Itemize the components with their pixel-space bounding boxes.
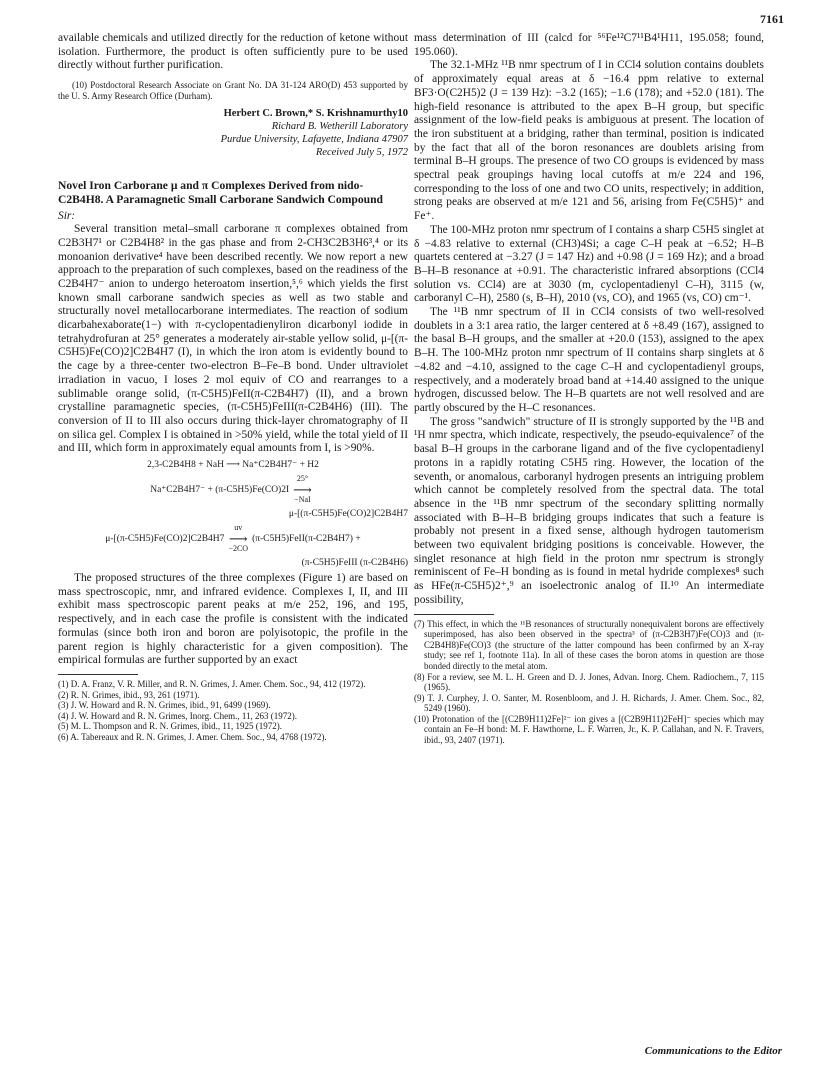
page-footer: Communications to the Editor [644,1045,782,1057]
body-paragraph-r4: The ¹¹B nmr spectrum of II in CCl4 consists of two well-resolved doublets in a 3:1 area ratio, the larger centered at δ +8.49 (167), assigned to the basal B–H groups, and the smaller at +20.0 (153), assigned to the apex B–H. The 100-MHz proton nmr spectrum of II contains sharp singlets at δ −4.82 and −4.10, assigned to the cage C–H and cyclopentadienyl groups, respectively, and a moderately broad band at +14.40 assigned to the unique hydrogen, discussed below. The H–B quartets are not well resolved and are partly obscured by the H–C resonances. [414,306,764,414]
salutation: Sir: [58,210,76,223]
article-title: Novel Iron Carborane μ and π Complexes Derived from nido-C2B4H8. A Paramagnetic Small Carborane Sandwich Compound [58,179,383,207]
footnote: (3) J. W. Howard and R. N. Grimes, ibid., 91, 6499 (1969). [58,700,271,711]
equation-2-arrow [293,473,312,506]
body-paragraph-r3: The 100-MHz proton nmr spectrum of I contains a sharp C5H5 singlet at δ −4.83 relative to external (CH3)4Si; a cage C–H peak at −6.52; H–B quartets centered at −3.27 (J = 147 Hz) and +0.98 (J = 169 Hz); and a broad B–H–B resonance at +0.91. The characteristic infrared absorptions (CCl4 solution vs. CCl4) are at 3030 (m, cyclopentadienyl C–H), 3115 (w, carboranyl C–H), 2580 (s, B–H), 2010 (vs, CO), and 1965 (vs, CO) cm⁻¹. [414,223,764,305]
arrow-icon: ⟶ [228,531,248,547]
body-paragraph-1: Several transition metal–small carborane π complexes obtained from C2B3H7¹ or C2B4H8² in the gas phase and from 2-CH3C2B3H6³,⁴ or its monoanion derivative⁴ have been described recently. We now report a new approach to the preparation of such complexes, based on the readiness of the C2B4H7⁻ anion to undergo heteroatom insertion,⁵,⁶ which yields the first known small carborane sandwich species as well as two stable and structurally novel metallocarborane intermediates. The reaction of sodium dicarbahexaborate(1−) with π-cyclopentadienyliron dicarbonyl iodide in tetrahydrofuran at 25° generates a moderately air-stable yellow solid, μ-[(π-C5H5)Fe(CO)2]C2B4H7 (I), in which the iron atom is evidently bound to the cage by a three-center two-electron B–Fe–B bond. Under ultraviolet irradiation in vacuo, I loses 2 mol equiv of CO and rearranges to a sublimable orange solid, (π-C5H5)FeII(π-C2B4H7) (II), and a brown crystalline paramagnetic species, (π-C5H5)FeIII(π-C2B4H6) (III). The conversion of II to III also occurs during thick-layer chromatography of II on silica gel. Complex I is obtained in >50% yield, while the total yield of II and III, which form in approximately equal amounts from I, is >90%. [58,223,408,455]
equation-3-arrow [228,522,248,555]
footnote: (7) This effect, in which the ¹¹B resonances of structurally nonequivalent borons are effectively superimposed, has also been observed in the spectra³ of (π-C2B3H7)Fe(CO)3 and (π-C2B4H8)Fe(CO)3 (the structure of the latter compound has been confirmed by an X-ray study; see ref 1, footnote 11a). In all of these cases the boron atoms in question are those bonded directly to the metal atom. [414,618,764,671]
reaction-equations [58,459,408,569]
footnotes-left [58,679,408,743]
footnote: (2) R. N. Grimes, ibid., 93, 261 (1971). [58,689,200,700]
lab-name: Richard B. Wetherill Laboratory [271,121,408,133]
footnote: (10) Protonation of the [(C2B9H11)2Fe]²⁻ ion gives a [(C2B9H11)2FeH]⁻ species which may contain an Fe–H bond: M. F. Hawthorne, L. F. Warren, Jr., K. P. Callahan, and N. F. Travers, ibid., 93, 2407 (1971). [414,713,764,746]
body-paragraph-r2: The 32.1-MHz ¹¹B nmr spectrum of I in CCl4 solution contains doublets of approximately equal areas at δ −16.4 ppm relative to external BF3·O(C2H5)2 (J = 139 Hz): −3.2 (165); −1.6 (178); and +52.0 (181). The high-field resonance is attributed to the apex B–H group, but specific assignment of the low-field peaks is ambiguous at present. The location of the iron substituent at a bridging, rather than terminal, position is indicated by the fact that all of the boron resonances are doublets arising from terminal B–H groups. The presence of two CO groups is evidenced by mass spectral peak groupings having local cutoffs at m/e 224 and 196, corresponding to the loss of one and two CO units, respectively; in addition, strong peaks are observed at m/e 121 and 56, arising from Fe(C5H5)⁺ and Fe⁺. [414,59,764,223]
footnote: (4) J. W. Howard and R. N. Grimes, Inorg. Chem., 11, 263 (1972). [58,710,297,721]
equation-2-byproduct: −NaI [294,495,311,505]
footnote: (8) For a review, see M. L. H. Green and D. J. Jones, Advan. Inorg. Chem. Radiochem., 7, 115 (1965). [414,671,764,693]
footnote: (6) A. Tabereaux and R. N. Grimes, J. Amer. Chem. Soc., 94, 4768 (1972). [58,731,327,742]
equation-2 [58,473,408,506]
acknowledgment-footnote: (10) Postdoctoral Research Associate on Grant No. DA 31-124 ARO(D) 453 supported by the U. S. Army Research Office (Durham). [58,80,408,102]
footnote-rule [58,674,138,675]
intro-paragraph: available chemicals and utilized directly for the reduction of ketone without isolation. Furthermore, the product is often sufficiently pure to be used directly without further purification. [58,32,408,72]
equation-2-product: μ-[(π-C5H5)Fe(CO)2]C2B4H7 [288,509,408,520]
equation-2-condition: 25° [296,474,309,484]
right-column [414,32,764,746]
equation-3-reactant: μ-[(π-C5H5)Fe(CO)2]C2B4H7 [105,533,225,544]
arrow-icon: ⟶ [293,482,312,498]
body-paragraph-2: The proposed structures of the three complexes (Figure 1) are based on mass spectroscopic, nmr, and infrared evidence. Complexes I, II, and III exhibit mass spectroscopic parent peaks at m/e 252, 196, and 195, respectively, and in each case the profile is consistent with the indicated formulas (since both iron and boron are polyisotopic, the profile in the parent region is highly characteristic for a given composition). The empirical formulas are further supported by an exact [58,572,408,667]
footnote: (5) M. L. Thompson and R. N. Grimes, ibid., 11, 1925 (1972). [58,721,282,732]
equation-2-reactants: Na⁺C2B4H7⁻ + (π-C5H5)Fe(CO)2I [150,484,290,495]
left-column [58,32,408,743]
equation-3-product-2: (π-C5H5)FeIII (π-C2B4H6) [301,558,408,569]
footnote-rule [414,614,494,615]
equation-3 [58,522,408,555]
footnote: (1) D. A. Franz, V. R. Miller, and R. N. Grimes, J. Amer. Chem. Soc., 94, 412 (1972). [58,678,366,689]
received-date: Received July 5, 1972 [315,147,408,159]
university: Purdue University, Lafayette, Indiana 47907 [220,134,408,146]
equation-3-condition: uv [234,523,243,533]
equation-3-product: (π-C5H5)FeII(π-C2B4H7) + [252,533,361,544]
equation-1: 2,3-C2B4H8 + NaH ⟶ Na⁺C2B4H7⁻ + H2 [147,460,319,471]
equation-3-byproduct: −2CO [228,544,249,554]
footnote: (9) T. J. Curphey, J. O. Santer, M. Rosenbloom, and J. H. Richards, J. Amer. Chem. Soc., 82, 5249 (1960). [414,692,764,714]
page-number: 7161 [760,12,784,26]
body-paragraph-r5: The gross "sandwich" structure of II is strongly supported by the ¹¹B and ¹H nmr spectra, which indicate, respectively, the pseudo-equivalence⁷ of the basal B–H groups in the carborane ligand and of the five cyclopentadienyl protons in a rapidly rotating C5H5 ring. However, the location of the seventh, or anomalous, carboranyl hydrogen presents an intriguing problem which cannot be completely resolved from the spectral data. The total absence in the ¹¹B nmr spectrum of the secondary splitting normally associated with B–H–B bridging groups indicates that such a feature is probably not present in a fixed sense, although hydrogen tautomerism between two equivalent bridging positions is conceivable. However, the singlet resonance at high field in the proton nmr spectrum is strongly reminiscent of Fe–H bonding as is found in metal hydride complexes⁸ such as HFe(π-C5H5)2⁺,⁹ an isoelectronic analog of II.¹⁰ An intermediate possibility, [414,415,764,606]
author-names: Herbert C. Brown,* S. Krishnamurthy10 [223,108,408,120]
footnotes-right [414,619,764,746]
byline [58,107,408,159]
body-paragraph-r1: mass determination of III (calcd for ⁵⁶Fe¹²C7¹¹B4¹H11, 195.058; found, 195.060). [414,32,764,58]
